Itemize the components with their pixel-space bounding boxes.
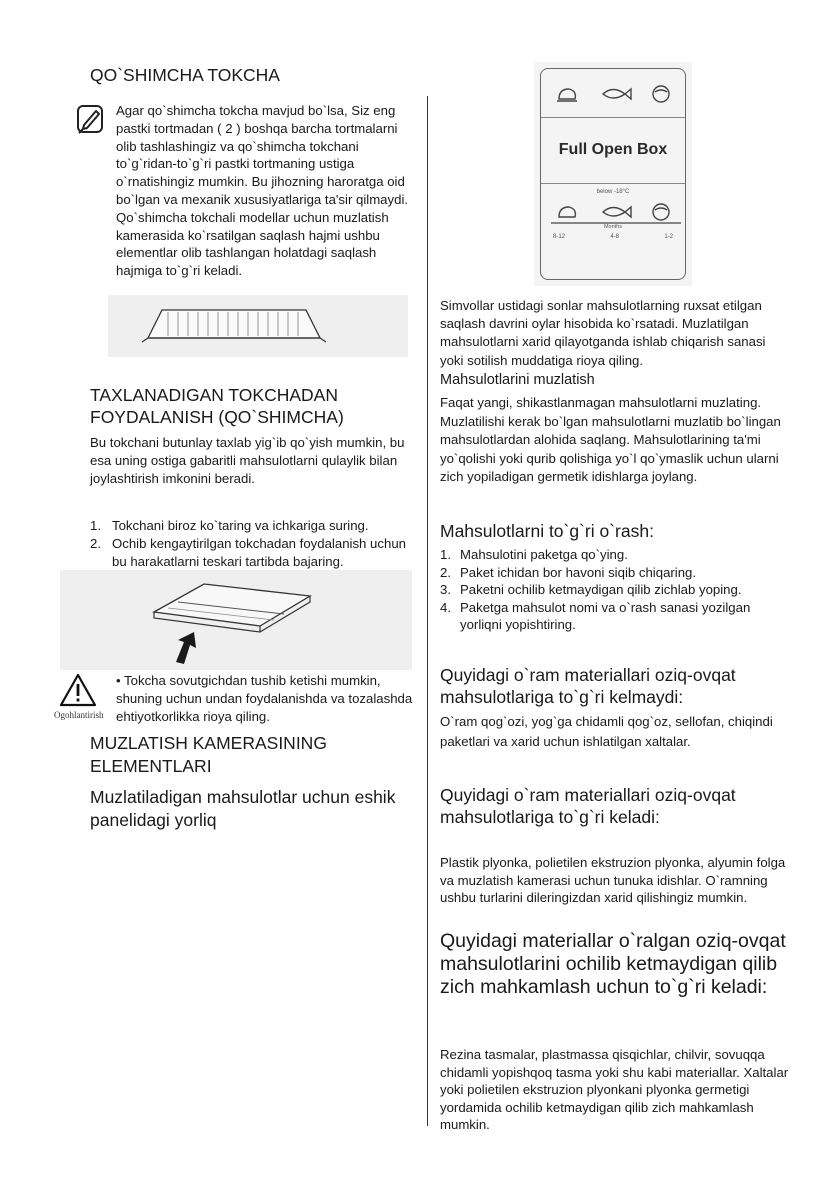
list-item: 1. Tokchani biroz ko`taring va ichkariga suring. <box>90 518 369 533</box>
label-months-row: 8-12 4-8 1-2 <box>553 234 673 240</box>
warning-icon <box>58 672 98 708</box>
door-label-image <box>534 62 692 286</box>
heading-freezing: Mahsulotlarini muzlatish <box>440 372 595 388</box>
list-item: 2. Ochib kengaytirilgan tokchadan foydalanish uchun bu harakatlarni teskari tartibda bajaring. <box>90 535 406 569</box>
section-title-extra-shelf: QO`SHIMCHA TOKCHA <box>90 65 280 85</box>
extra-shelf-text: Agar qo`shimcha tokcha mavjud bo`lsa, Siz eng pastki tortmadan ( 2 ) boshqa barcha tortmalarni olib tashlashingiz va qo`shimcha tokchani to`g`ridan-to`g`ri pastki tortmaning ustiga o`rnatishingiz mumkin. Bu jihozning haroratga oid bo`lgan va mexanik xususiyatlariga ta'sir qilmaydi. Qo`shimcha tokchali modellar uchun muzlatish kamerasida ko`rsatilgan saqlash hajmi ushbu elementlar olib tashlangan holatdagi saqlash hajmiga to`g`ri keladi. <box>116 103 409 279</box>
label-card <box>540 68 686 280</box>
column-divider <box>427 96 428 1126</box>
label-title: Full Open Box <box>558 141 668 158</box>
list-item: 1. Mahsulotini paketga qo`ying. <box>440 547 628 562</box>
section-title-freezer-elements: MUZLATISH KAMERASINING ELEMENTLARI <box>90 733 327 776</box>
warning-label: Ogohlantirish <box>54 710 104 720</box>
label-months-title: Months <box>603 224 623 230</box>
label-temperature: below -18°C <box>596 189 630 195</box>
list-item: 4. Paketga mahsulot nomi va o`rash sanasi yozilgan yorliqni yopishtiring. <box>440 599 751 633</box>
freezing-paragraph: Faqat yangi, shikastlanmagan mahsulotlarni muzlating. Muzlatilishi kerak bo`lgan mahsulotlarni muzlatib bo`lingan mahsulotlardan alohida saqlang. Mahsulotlarining ta'mi yo`qolishi yoki qurib qolishiga yo`l qo`ymaslik uchun ularni zich yopiladigan germetik idishlarga joylang. <box>440 395 781 485</box>
foldable-shelf-image <box>148 574 320 666</box>
heading-sealing-materials: Quyidagi materiallar o`ralgan oziq-ovqat mahsulotlarini ochilib ketmaydigan qilib zich mahkamlash uchun to`g`ri keladi: <box>440 930 786 998</box>
symbols-paragraph: Simvollar ustidagi sonlar mahsulotlarning ruxsat etilgan saqlash davrini oylar hisobida ko`rsatadi. Muzlatilgan mahsulotlarni xarid qilayotganda ishlab chiqarish sanasi yoki sotilish muddatiga rioya qiling. <box>440 298 766 368</box>
foldable-shelf-text: Bu tokchani butunlay taxlab yig`ib qo`yish mumkin, bu esa uning ostiga gabaritli mahsulotlarni qulaylik bilan joylashtirish imkonini beradi. <box>90 435 405 486</box>
heading-wrapping: Mahsulotlarni to`g`ri o`rash: <box>440 521 654 541</box>
unsuitable-materials-paragraph: O`ram qog`ozi, yog`ga chidamli qog`oz, sellofan, chiqindi paketlari va xarid uchun ishlatilgan xaltalar. <box>440 714 773 749</box>
list-item: 2. Paket ichidan bor havoni siqib chiqaring. <box>440 564 697 580</box>
food-icons-bottom <box>551 199 681 225</box>
section-title-door-label: Muzlatiladigan mahsulotlar uchun eshik panelidagi yorliq <box>90 787 396 830</box>
heading-suitable-materials: Quyidagi o`ram materiallari oziq-ovqat mahsulotlariga to`g`ri keladi: <box>440 785 736 827</box>
shelf-steps-list <box>90 517 415 570</box>
wrapping-steps-list <box>440 546 792 634</box>
food-icons-top <box>551 81 681 107</box>
list-item: 3. Paketni ochilib ketmaydigan qilib zichlab yoping. <box>440 582 742 598</box>
suitable-materials-paragraph: Plastik plyonka, polietilen ekstruzion plyonka, alyumin folga va muzlatish kamerasi uchun tunuka idishlar. O`ramning ushbu turlarini dileringizdan xarid qilishingiz mumkin. <box>440 855 786 906</box>
warning-text: • Tokcha sovutgichdan tushib ketishi mumkin, shuning uchun undan foydalanishda va tozalashda ehtiyotkorlikka rioya qiling. <box>116 673 413 724</box>
note-icon <box>76 103 106 135</box>
section-title-foldable-shelf: TAXLANADIGAN TOKCHADAN FOYDALANISH (QO`SHIMCHA) <box>90 385 344 427</box>
shelf-image <box>138 300 328 350</box>
sealing-materials-paragraph: Rezina tasmalar, plastmassa qisqichlar, chilvir, sovuqqa chidamli yopishqoq tasma yoki shu kabi materiallar. Xaltalar yoki polietilen ekstruzion plyonkani plyonka germetigi yordamida ochilib ketmaydigan qilib zich mahkamlash mumkin. <box>440 1047 789 1133</box>
heading-unsuitable-materials: Quyidagi o`ram materiallari oziq-ovqat mahsulotlariga to`g`ri kelmaydi: <box>440 665 736 707</box>
